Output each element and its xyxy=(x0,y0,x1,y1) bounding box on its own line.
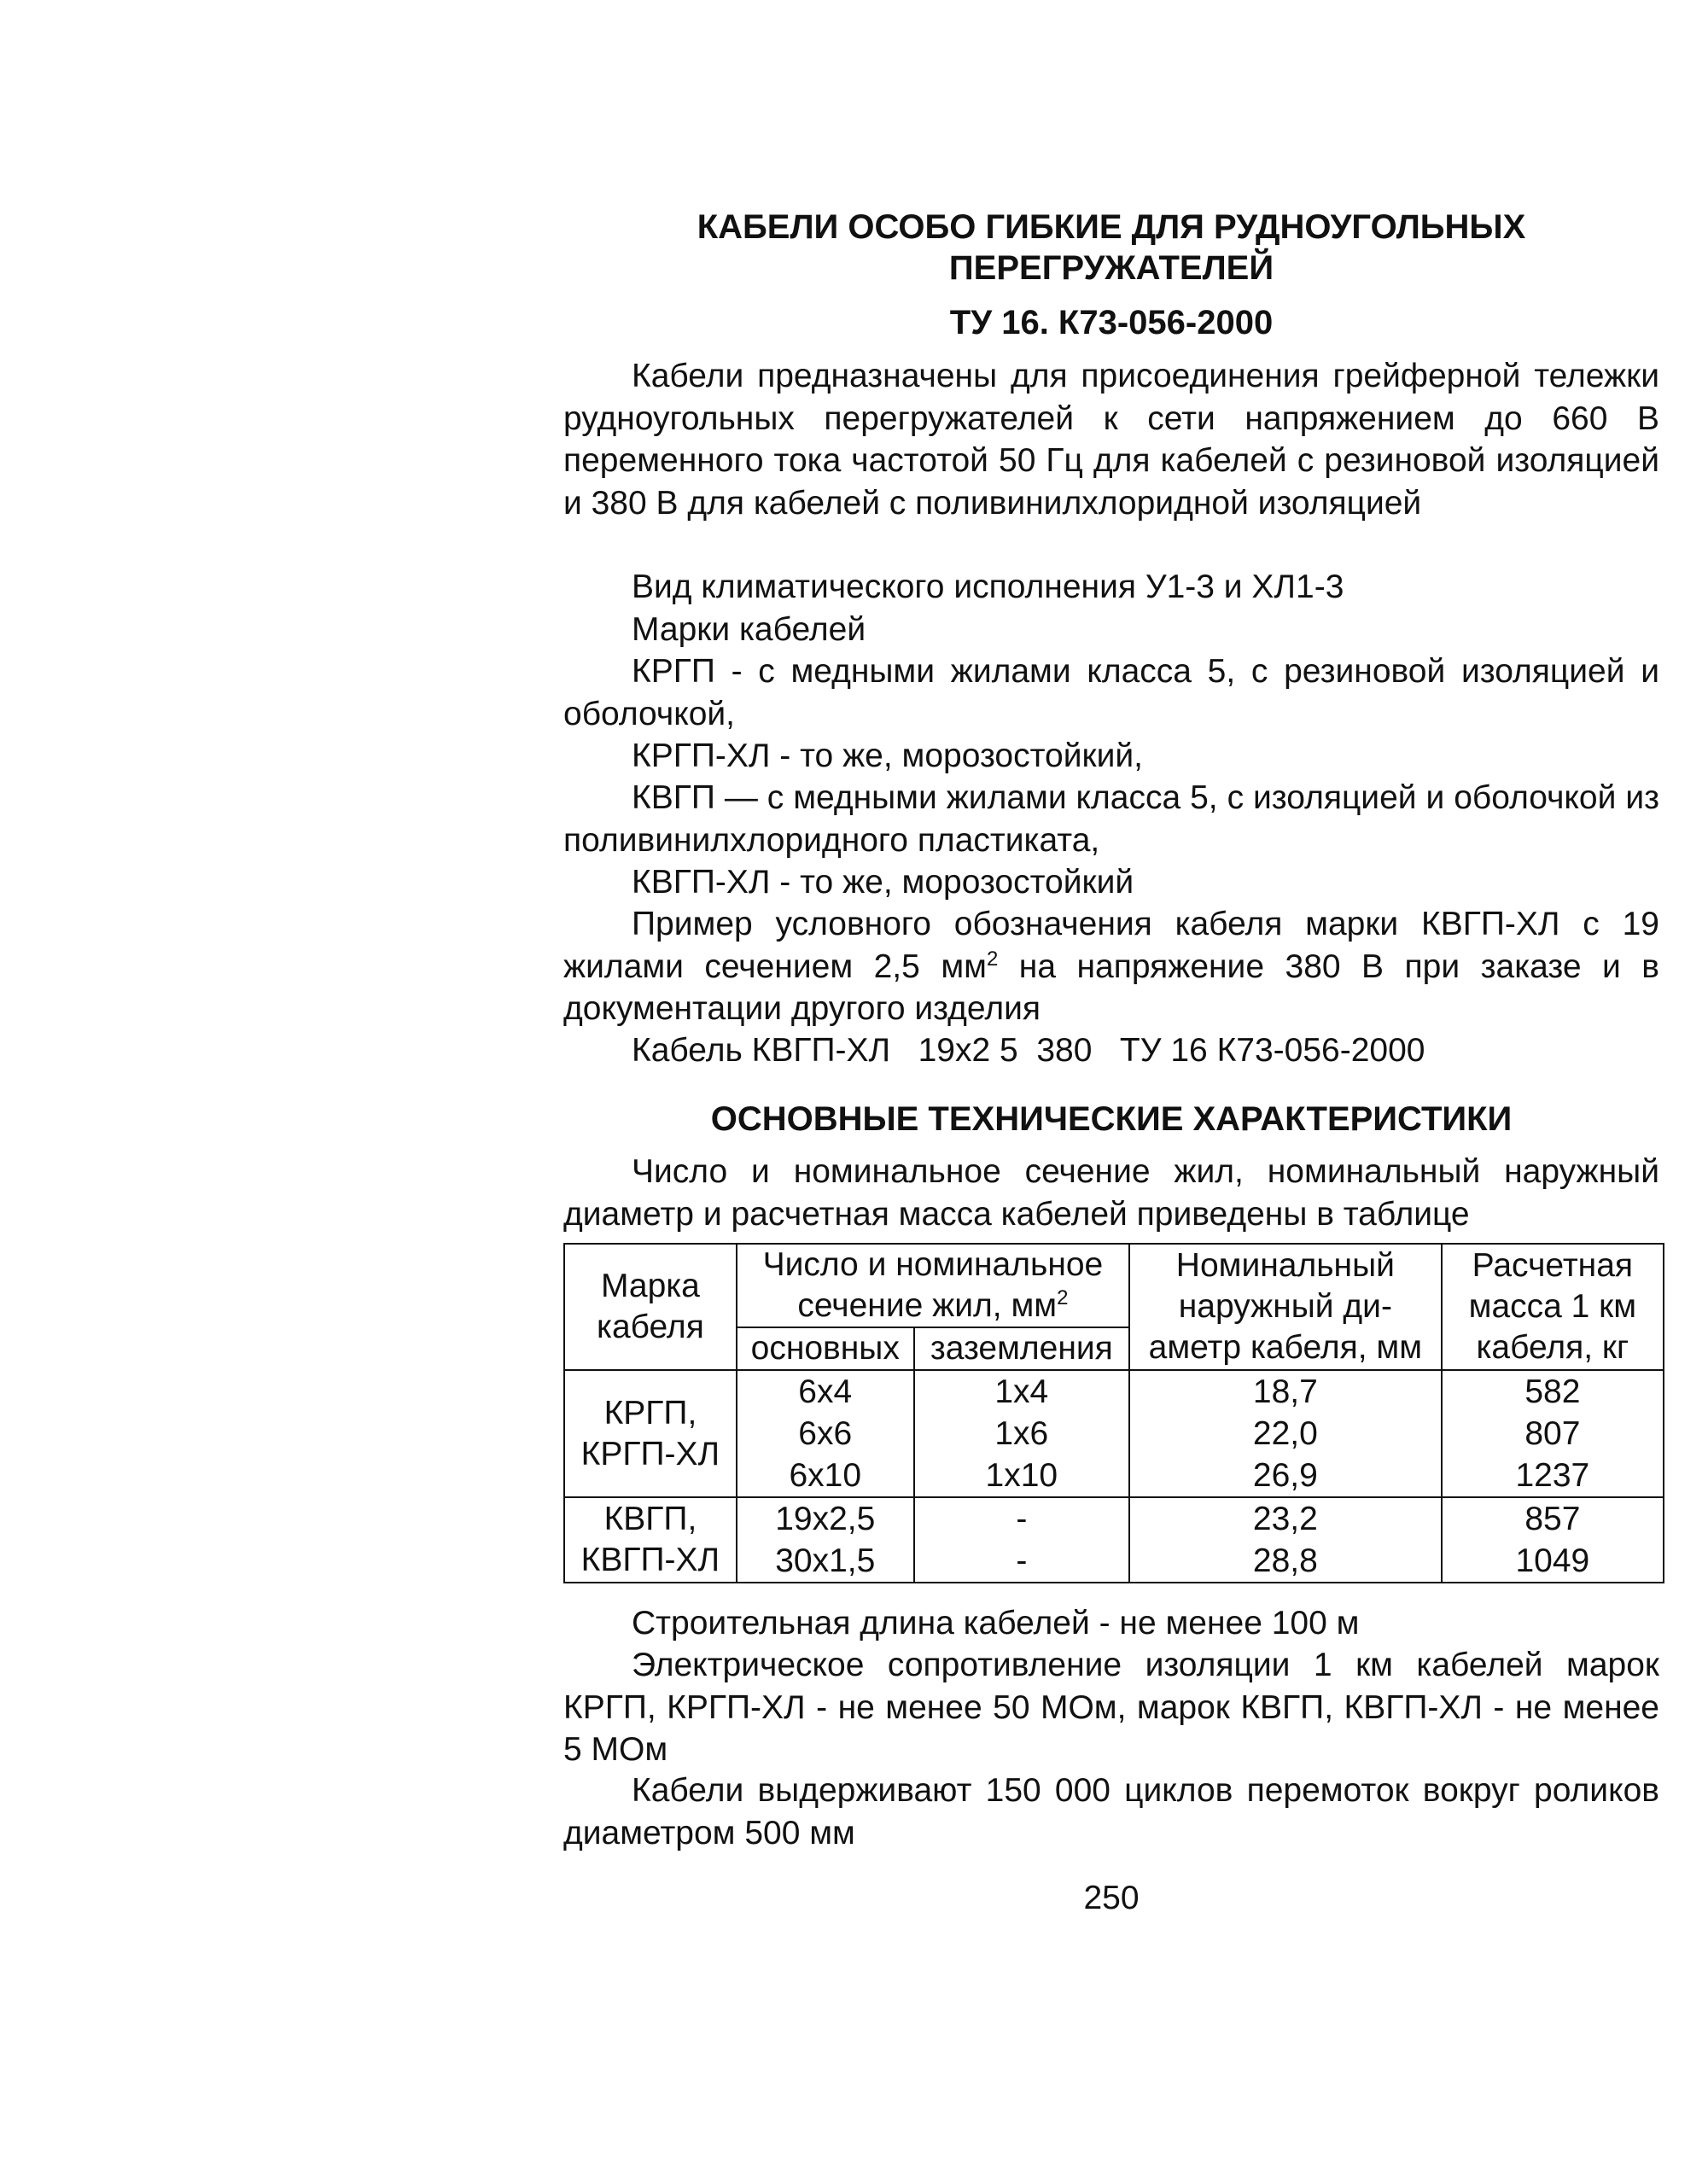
intro-brand-krgp: КРГП - с медными жилами класса 5, с резиновой изоляцией и оболочкой, xyxy=(563,653,1659,732)
header-brand: Марка кабеля xyxy=(564,1244,737,1370)
example-text-a: Пример условного обозначения кабеля марки КВГП-ХЛ с 19 жилами сечением 2,5 мм xyxy=(563,906,1659,985)
intro-paragraph-purpose: Кабели предназначены для присоединения грейферной тележки рудноугольных перегружателей к сети напряжением до 660 В переменного тока частотой 50 Гц для кабелей с резиновой изоляцией и 380 В для кабелей с поливинилхлоридной изоляцией xyxy=(563,358,1659,522)
mass-cell: 857 1049 xyxy=(1442,1497,1664,1583)
header-diameter: Номинальный наружный ди- аметр кабеля, мм xyxy=(1129,1244,1442,1370)
title-line-2: ПЕРЕГРУЖАТЕЛЕЙ xyxy=(948,249,1274,287)
brand-cell: КВГП, КВГП-ХЛ xyxy=(564,1497,737,1583)
diameter-cell: 18,7 22,0 26,9 xyxy=(1129,1370,1442,1497)
section-intro: Число и номинальное сечение жил, номинальный наружный диаметр и расчетная масса кабелей приведены в таблице xyxy=(563,1153,1659,1233)
ground-cores-cell: 1х4 1х6 1х10 xyxy=(914,1370,1129,1497)
title-line-1: КАБЕЛИ ОСОБО ГИБКИЕ ДЛЯ РУДНОУГОЛЬНЫХ xyxy=(697,208,1526,246)
table-header-row xyxy=(564,1244,1664,1327)
example-superscript: 2 xyxy=(986,947,999,971)
intro-brand-krgp-hl: КРГП-ХЛ - то же, морозостойкий, xyxy=(632,738,1143,774)
intro-brands-heading: Марки кабелей xyxy=(632,611,866,648)
example-text-b: на напряжение 380 В при заказе и в документации другого изделия xyxy=(563,948,1659,1027)
standard-code: ТУ 16. К73-056-2000 xyxy=(949,304,1274,341)
intro-climate: Вид климатического исполнения У1-3 и ХЛ1-3 xyxy=(632,569,1344,605)
header-mass: Расчетная масса 1 км кабеля, кг xyxy=(1442,1244,1664,1370)
brand-cell: КРГП, КРГП-ХЛ xyxy=(564,1370,737,1497)
intro-designation-example xyxy=(563,903,1659,1030)
header-ground-cores: заземления xyxy=(914,1327,1129,1370)
rewinding-cycles: Кабели выдерживают 150 000 циклов перемоток вокруг роликов диаметром 500 мм xyxy=(563,1772,1659,1851)
header-main-cores: основных xyxy=(737,1327,914,1370)
ground-cores-cell: - - xyxy=(914,1497,1129,1583)
intro-brand-kvgp-hl: КВГП-ХЛ - то же, морозостойкий xyxy=(632,864,1134,901)
mass-cell: 582 807 1237 xyxy=(1442,1370,1664,1497)
diameter-cell: 23,2 28,8 xyxy=(1129,1497,1442,1583)
main-cores-cell: 6х4 6х6 6х10 xyxy=(737,1370,914,1497)
section-title: ОСНОВНЫЕ ТЕХНИЧЕСКИЕ ХАРАКТЕРИСТИКИ xyxy=(710,1100,1513,1138)
page-number: 250 xyxy=(1083,1880,1140,1916)
designation-sample: Кабель КВГП-ХЛ 19х2 5 380 ТУ 16 К73-056-2000 xyxy=(632,1032,1425,1069)
header-cores: Число и номинальное сечение жил, $мм^2$ xyxy=(737,1244,1129,1327)
main-cores-cell: 19х2,5 30х1,5 xyxy=(737,1497,914,1583)
cable-spec-table xyxy=(563,1243,1664,1583)
construction-length: Строительная длина кабелей - не менее 100 м xyxy=(632,1605,1360,1641)
intro-brand-kvgp: КВГП — с медными жилами класса 5, с изоляцией и оболочкой из поливинилхлоридного пластиката, xyxy=(563,779,1659,859)
insulation-resistance: Электрическое сопротивление изоляции 1 км кабелей марок КРГП, КРГП-ХЛ - не менее 50 МОм, марок КВГП, КВГП-ХЛ - не менее 5 МОм xyxy=(563,1647,1659,1768)
table-row xyxy=(564,1497,1664,1583)
table-row xyxy=(564,1370,1664,1497)
